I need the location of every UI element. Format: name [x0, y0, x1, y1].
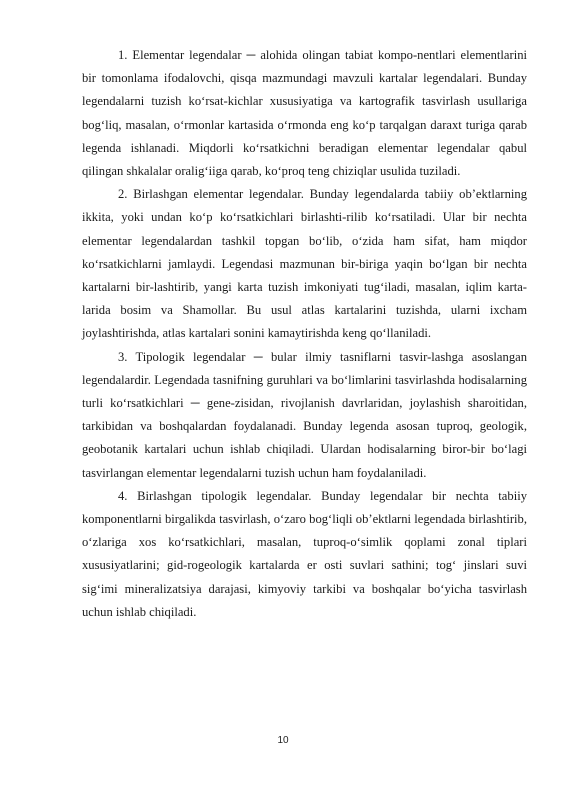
paragraph-elementar-legendalar: 1. Elementar legendalar ─ alohida olingan tabiat kompo-nentlari elementlarini bir tomonlama ifodalovchi, qisqa mazmundagi mavzuli kartalar legendalari. Bunday legendalarni tuzish koʻrsat-kichlar xususiyatiga va kartografik tasvirlash usullariga bogʻliq, masalan, oʻrmonlar kartasida oʻrmonda eng koʻp tarqalgan daraxt turiga qarab legenda ishlanadi. Miqdorli koʻrsatkichni beradigan elementar legendalar qabul qilingan shkalalar oraligʻiiga qarab, koʻproq teng chiziqlar usulida tuziladi.: [82, 48, 527, 179]
page-number: 10: [277, 735, 289, 746]
paragraph-birlashgan-tipologik-legendalar: 4. Birlashgan tipologik legendalar. Bunday legendalar bir nechta tabiiy komponentlarni birgalikda tasvirlash, oʻzaro bogʻliqli obʼektlarni legendada birlashtirib, oʻzlariga xos koʻrsatkichlari, masalan, tuproq-oʻsimlik qoplami zonal tiplari xususiyatlarini; gid-rogeologik kartalarda er osti suvlari sathini; togʻ jinslari suvi sigʻimi mineralizatsiya darajasi, kimyoviy tarkibi va boshqalar boʻyicha tasvirlash uchun ishlab chiqiladi.: [82, 488, 527, 619]
paragraph-birlashgan-elementar-legendalar: 2. Birlashgan elementar legendalar. Bunday legendalarda tabiiy obʼektlarning ikkita, yoki undan koʻp koʻrsatkichlari birlashti-rilib koʻrsatiladi. Ular bir nechta elementar legendalardan tashkil topgan boʻlib, oʻzida ham sifat, ham miqdor koʻrsatkichlarni jamlaydi. Legendasi mazmunan bir-biriga yaqin boʻlgan bir nechta kartalarni bir-lashtirib, yangi karta tuzish imkoniyati tugʻiladi, masalan, iqlim karta-larida bosim va Shamollar. Bu usul atlas kartalarini tuzishda, ularni ixcham joylashtirishda, atlas kartalari sonini kamaytirishda keng qoʻllaniladi.: [82, 187, 527, 341]
body-text: [82, 44, 527, 624]
paragraph-tipologik-legendalar: 3. Tipologik legendalar ─ bular ilmiy tasniflarni tasvir-lashga asoslangan legendalardir. Legendada tasnifning guruhlari va boʻlimlarini tasvirlashda hodisalarning turli koʻrsatkichlari ─ gene-zisidan, rivojlanish davrlaridan, joylashish sharoitidan, tarkibidan va boshqalardan foydalanadi. Bunday legenda asosan tuproq, geologik, geobotanik kartalari uchun ishlab chiqiladi. Ulardan hodisalarning biror-bir boʻlagi tasvirlangan elementar legendalarni tuzish uchun ham foydalaniladi.: [82, 349, 527, 480]
